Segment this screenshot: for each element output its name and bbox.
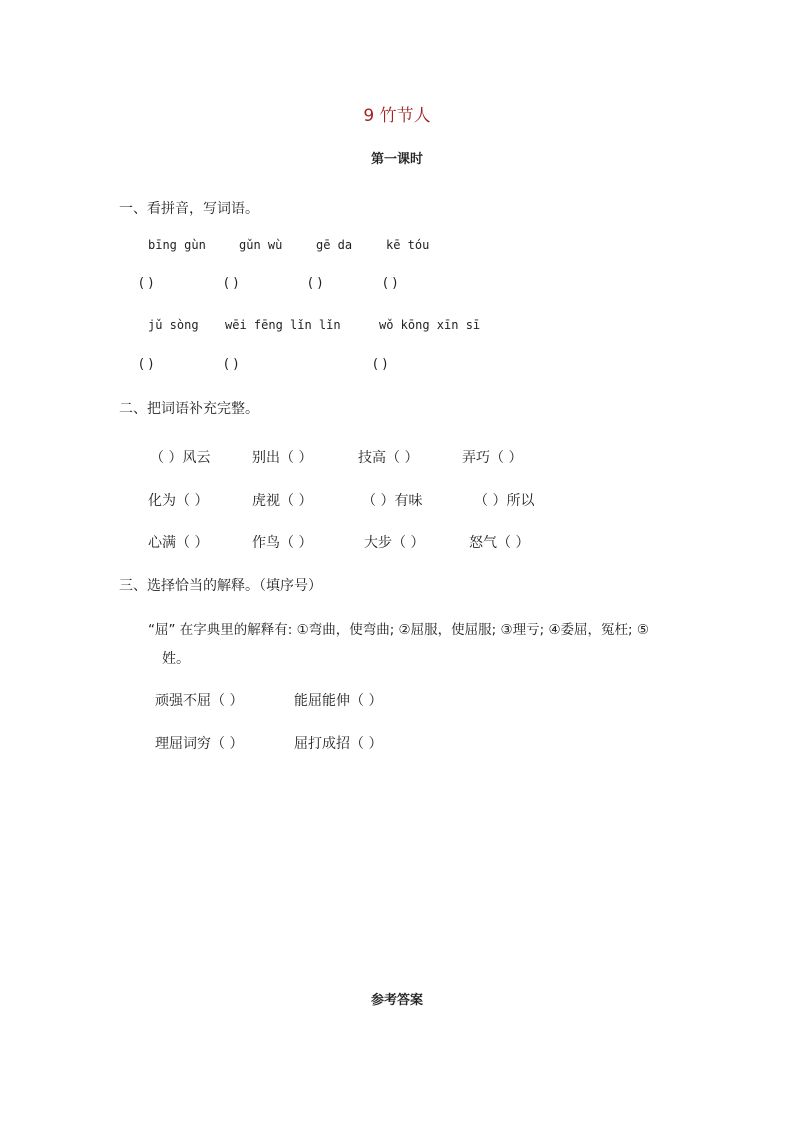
pinyin-item: wǒ kōng xīn sī	[379, 318, 481, 332]
fill-phrase: 技高（ ）	[358, 450, 419, 466]
definition-line: “屈” 在字典里的解释有: ①弯曲，使弯曲; ②屈服，使屈服; ③理亏; ④委屈，冤枉; ⑤	[148, 622, 649, 638]
page-subtitle: 第一课时	[370, 152, 423, 167]
fill-phrase: 作鸟（ ）	[252, 535, 313, 551]
fill-phrase: （ ）风云	[150, 450, 211, 466]
answer-blank: ( )	[308, 276, 323, 291]
fill-phrase: 怒气（ ）	[469, 535, 530, 551]
answer-blank: ( )	[139, 357, 154, 372]
section2-heading: 二、把词语补充完整。	[119, 401, 259, 417]
fill-phrase: 弄巧（ ）	[462, 450, 523, 466]
fill-phrase: 虎视（ ）	[252, 493, 313, 509]
fill-phrase: 大步（ ）	[364, 535, 425, 551]
answer-blank: ( )	[139, 276, 154, 291]
fill-phrase: 心满（ ）	[148, 535, 209, 551]
answer-blank: ( )	[224, 357, 239, 372]
choice-item: 理屈词穷（ ）	[155, 736, 244, 752]
fill-phrase: 化为（ ）	[148, 493, 209, 509]
section1-heading: 一、看拼音，写词语。	[119, 201, 259, 217]
section3-heading: 三、选择恰当的解释。（填序号）	[119, 578, 322, 594]
fill-phrase: （ ）有味	[362, 493, 423, 509]
choice-item: 能屈能伸（ ）	[294, 693, 383, 709]
pinyin-item: gǔn wù	[239, 238, 283, 252]
fill-phrase: （ ）所以	[474, 493, 535, 509]
page-title: 9 竹节人	[363, 106, 431, 126]
pinyin-item: jǔ sòng	[148, 318, 199, 332]
answer-key-heading: 参考答案	[370, 993, 423, 1008]
fill-phrase: 别出（ ）	[252, 450, 313, 466]
answer-blank: ( )	[224, 276, 239, 291]
answer-blank: ( )	[373, 357, 388, 372]
answer-blank: ( )	[383, 276, 398, 291]
pinyin-item: kē tóu	[386, 238, 430, 252]
choice-item: 屈打成招（ ）	[294, 736, 383, 752]
pinyin-item: gē da	[316, 238, 353, 252]
definition-line: 姓。	[162, 651, 190, 667]
pinyin-item: wēi fēng lǐn lǐn	[225, 318, 341, 332]
pinyin-item: bīng gùn	[148, 238, 206, 252]
choice-item: 顽强不屈（ ）	[155, 693, 244, 709]
